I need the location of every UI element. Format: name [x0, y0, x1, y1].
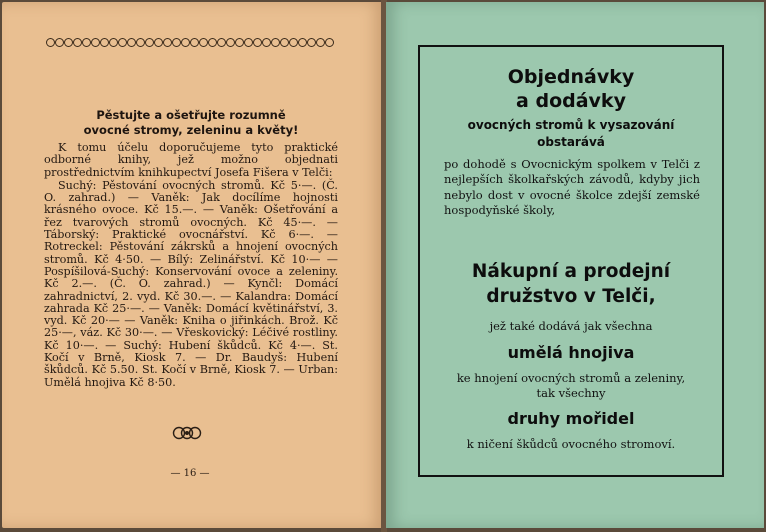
ad-subtitle-line-1: ovocných stromů k vysazování — [467, 118, 675, 132]
ad-subtitle — [420, 117, 722, 151]
cooperative-name — [420, 259, 722, 309]
page-number: — 16 — — [170, 468, 210, 479]
top-ornament-border — [46, 38, 334, 48]
disinfectants-heading: druhy mořidel — [507, 409, 635, 428]
book-list — [44, 142, 338, 389]
ad-title-line-1: Objednávky — [507, 66, 635, 88]
ad-body-paragraph: po dohodě s Ovocnickým spolkem v Telči z nejlepších školkařských závodů, kdyby jich nebylo dost v ovocné školce zdejší zemské hospodyňské školy, — [444, 157, 700, 217]
ad-line-1: jež také dodává jak všechna — [489, 319, 653, 333]
ad-body-text — [444, 157, 700, 218]
ad-line-3: tak všechny — [536, 386, 606, 400]
ad-line-4: k ničení škůdců ovocného stromoví. — [466, 437, 676, 451]
bottom-ornament — [170, 426, 204, 440]
cooperative-name-line-2: družstvo v Telči, — [486, 286, 656, 307]
intro-paragraph: K tomu účelu doporučujeme tyto praktické odborné knihy, jež možno objednati prostřednictvím knihkupectví Josefa Fišera v Telči: — [44, 141, 338, 179]
left-heading-line-2: ovocné stromy, zeleninu a květy! — [83, 123, 299, 137]
left-heading — [60, 108, 322, 138]
ad-title-line-2: a dodávky — [516, 90, 626, 112]
ad-title — [420, 65, 722, 113]
ad-subtitle-line-2: obstarává — [537, 135, 605, 149]
cooperative-name-line-1: Nákupní a prodejní — [471, 261, 671, 282]
fertilizers-heading: umělá hnojiva — [507, 343, 635, 362]
left-heading-line-1: Pěstujte a ošetřujte rozumně — [96, 108, 286, 122]
catalog-paragraph: Suchý: Pěstování ovocných stromů. Kč 5·—. (Č. O. zahrad.) — Vaněk: Jak docílíme hojnosti krásného ovoce. Kč 15.—. — Vaněk: Ošetřování a řez tvarových stromů ovocných. Kč 45·—. — Táborský: Praktické ovocnářství. Kč 6·—. — Rotreckel: Pěstování zákrsků a hnojení ovocných stromů. Kč 4·50. — Bílý: Zelinářství. Kč 10·— — Pospíšilová-Suchý: Konservování ovoce a zeleniny. Kč 2.—. (Č. O. zahrad.) — Kynčl: Domácí zahradnictví, 2. vyd. Kč 30.—. — Kalandra: Domácí zahrada Kč 25·—. — Vaněk: Domácí květinářství, 3. vyd. Kč 20·— — Vaněk: Kniha o jiřinkách. Brož. Kč 25·—, váz. Kč 30·—. — Vřeskovický: Léčivé rostliny. Kč 10·—. — Suchý: Hubení škůdců. Kč 4·—. St. Kočí v Brně, Kiosk 7. — Dr. Baudyš: Hubení škůdců. Kč 5.50. St. Kočí v Brně, Kiosk 7. — Urban: Umělá hnojiva Kč 8·50. — [44, 178, 338, 389]
advertisement-box — [418, 45, 724, 477]
ad-line-2: ke hnojení ovocných stromů a zeleniny, — [456, 371, 686, 385]
